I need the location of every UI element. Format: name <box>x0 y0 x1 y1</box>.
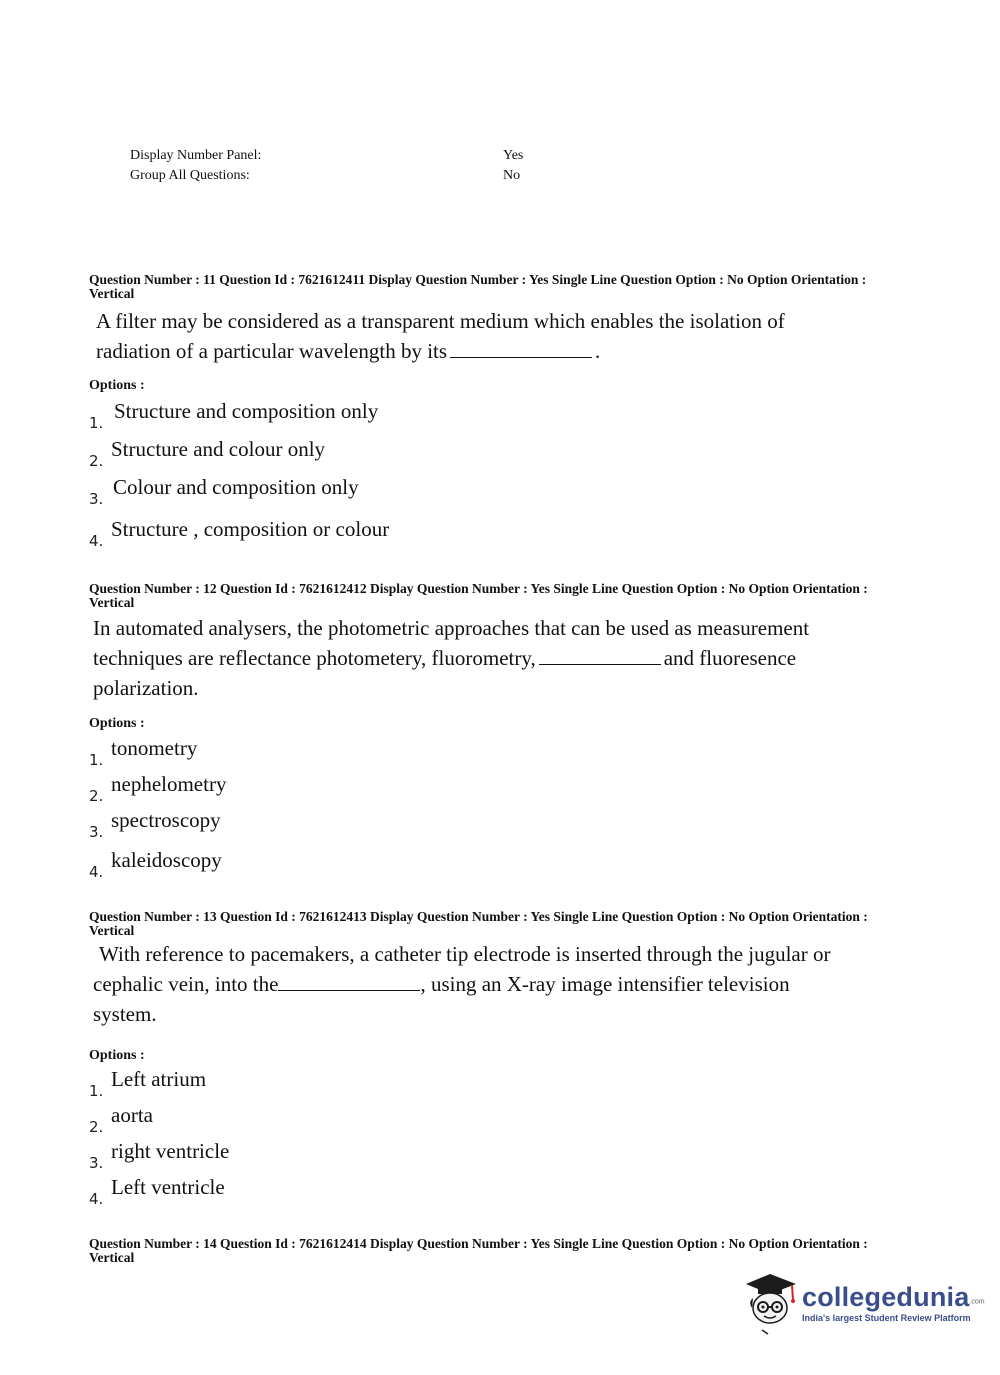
options-heading: Options : <box>89 1048 145 1063</box>
option-number: 4. <box>89 863 104 881</box>
question-text-line: system. <box>93 1002 157 1026</box>
question-text-line <box>96 336 785 366</box>
settings-values <box>503 146 523 186</box>
option-text: Structure and composition only <box>114 399 379 423</box>
question-text-line: With reference to pacemakers, a catheter tip electrode is inserted through the jugular or <box>99 942 831 966</box>
option-text: Structure , composition or colour <box>111 517 390 541</box>
option-text: kaleidoscopy <box>111 848 222 872</box>
options-heading: Options : <box>89 378 145 393</box>
setting-value: Yes <box>503 148 524 163</box>
fill-blank <box>450 356 592 358</box>
option-item[interactable] <box>89 733 226 769</box>
option-number: 1. <box>89 751 104 769</box>
option-text: nephelometry <box>111 772 227 796</box>
options-list <box>89 398 389 550</box>
option-item[interactable] <box>89 398 389 432</box>
option-text: Left ventricle <box>111 1175 225 1199</box>
question-text <box>93 613 893 703</box>
option-item[interactable] <box>89 508 389 550</box>
setting-label: Display Number Panel: <box>130 148 262 163</box>
option-number: 4. <box>89 532 104 550</box>
options-list <box>89 1064 229 1208</box>
question-text-segment: , using an X-ray image intensifier television <box>420 972 790 996</box>
logo-suffix: .com <box>969 1297 985 1305</box>
option-text: aorta <box>111 1103 153 1127</box>
option-item[interactable] <box>89 432 389 470</box>
options-heading: Options : <box>89 716 145 731</box>
mascot-icon <box>740 1268 800 1336</box>
question-text <box>93 939 913 1029</box>
logo-tagline: India's largest Student Review Platform <box>802 1312 971 1323</box>
question-text-line: polarization. <box>93 676 199 700</box>
option-text: right ventricle <box>111 1139 230 1163</box>
option-text: spectroscopy <box>111 808 221 832</box>
option-number: 2. <box>89 1118 104 1136</box>
logo-name: collegedunia <box>802 1281 970 1312</box>
question-text-line <box>93 643 893 673</box>
question-header: Question Number : 14 Question Id : 7621612414 Display Question Number : Yes Single Line Question Option : No Option Orientation : Vertical <box>89 1236 868 1265</box>
question-header: Question Number : 12 Question Id : 7621612412 Display Question Number : Yes Single Line Question Option : No Option Orientation : Vertical <box>89 581 868 610</box>
option-number: 1. <box>89 1082 104 1100</box>
option-number: 1. <box>89 414 104 432</box>
question-text-segment: cephalic vein, into the <box>93 972 279 996</box>
option-number: 4. <box>89 1190 104 1208</box>
option-number: 3. <box>89 823 104 841</box>
option-item[interactable] <box>89 1100 229 1136</box>
question-text-segment: and fluoresence <box>663 646 797 670</box>
option-item[interactable] <box>89 805 226 841</box>
option-item[interactable] <box>89 841 226 881</box>
question-text-segment: techniques are reflectance photometery, fluorometry, <box>93 646 536 670</box>
fill-blank <box>539 663 661 665</box>
option-item[interactable] <box>89 1136 229 1172</box>
option-number: 2. <box>89 787 104 805</box>
collegedunia-logo <box>740 1268 985 1336</box>
option-number: 3. <box>89 490 104 508</box>
option-item[interactable] <box>89 1064 229 1100</box>
logo-text <box>802 1282 985 1323</box>
option-item[interactable] <box>89 1172 229 1208</box>
fill-blank <box>278 989 420 991</box>
option-text: tonometry <box>111 736 198 760</box>
question-text-segment: radiation of a particular wavelength by its <box>96 339 448 363</box>
setting-label: Group All Questions: <box>130 168 250 183</box>
settings-block <box>130 146 261 186</box>
setting-value: No <box>503 168 521 183</box>
question-text-segment: . <box>595 339 601 363</box>
question-header: Question Number : 13 Question Id : 7621612413 Display Question Number : Yes Single Line Question Option : No Option Orientation : Vertical <box>89 909 868 938</box>
option-text: Left atrium <box>111 1067 207 1091</box>
option-text: Colour and composition only <box>113 475 359 499</box>
option-item[interactable] <box>89 470 389 508</box>
option-item[interactable] <box>89 769 226 805</box>
question-header: Question Number : 11 Question Id : 7621612411 Display Question Number : Yes Single Line Question Option : No Option Orientation : Vertical <box>89 272 867 301</box>
question-text-line: In automated analysers, the photometric approaches that can be used as measurement <box>93 616 810 640</box>
question-text-line <box>93 969 913 999</box>
option-text: Structure and colour only <box>111 437 326 461</box>
options-list <box>89 733 226 881</box>
option-number: 3. <box>89 1154 104 1172</box>
question-text <box>96 306 785 366</box>
question-text-line: A filter may be considered as a transparent medium which enables the isolation of <box>96 309 785 333</box>
option-number: 2. <box>89 452 104 470</box>
logo-wordmark <box>802 1282 985 1312</box>
